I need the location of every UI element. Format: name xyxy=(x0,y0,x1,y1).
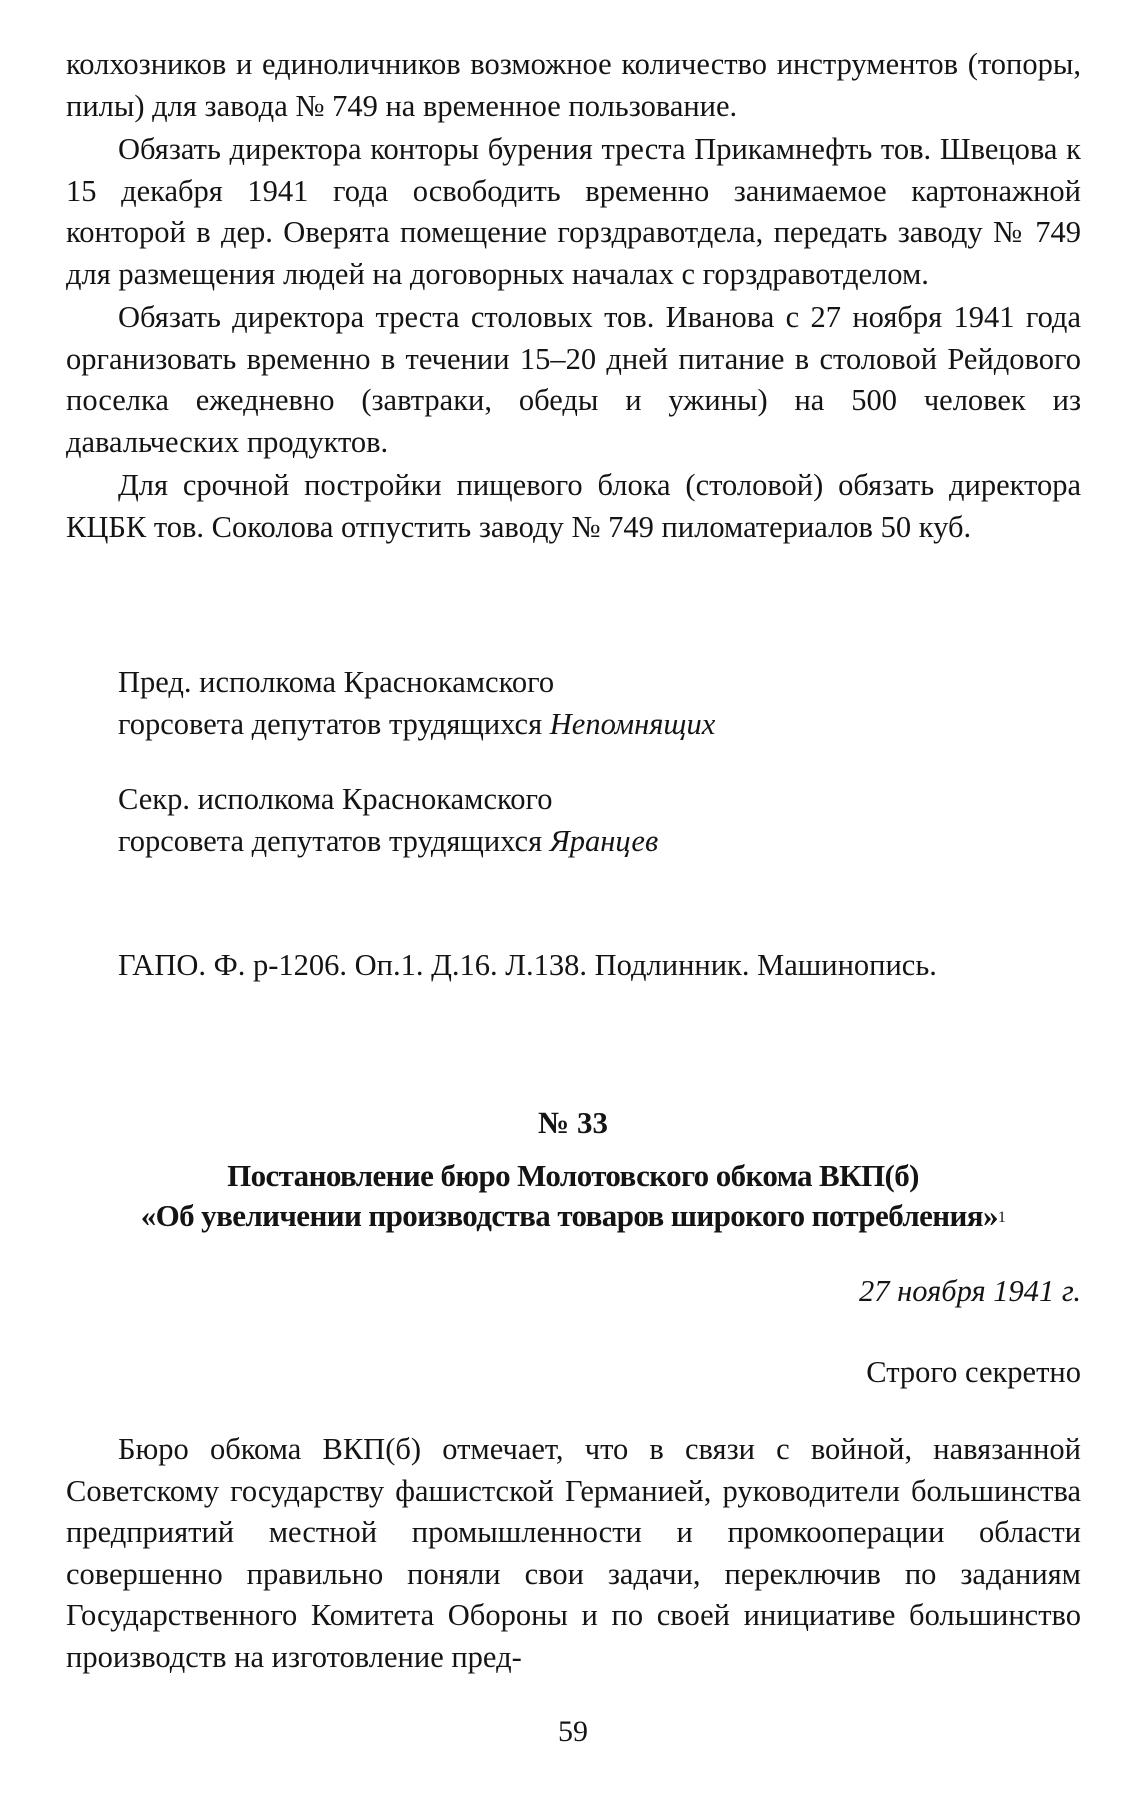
signatory-name: Непомнящих xyxy=(549,706,716,741)
signature-line: Секр. исполкома Краснокамского xyxy=(118,782,553,816)
document-date: 27 ноября 1941 г. xyxy=(858,1274,1081,1308)
page-number: 59 xyxy=(558,1715,588,1748)
archive-source: ГАПО. Ф. р-1206. Оп.1. Д.16. Л.138. Подлинник. Машинопись. xyxy=(118,948,937,982)
paragraph-sokolov: Для срочной постройки пищевого блока (столовой) обязать директора КЦБК тов. Соколова отпустить заводу № 749 пиломатериалов 50 куб. xyxy=(66,468,1081,544)
document-page xyxy=(66,30,1081,548)
signature-secretary xyxy=(118,779,658,862)
signature-line: Пред. исполкома Краснокамского xyxy=(118,665,555,699)
body-paragraph: Бюро обкома ВКП(б) отмечает, что в связи с войной, навязанной Советскому государству фашистской Германией, руководители большинства предприятий местной промышленности и промкооперации области совершенно правильно поняли свои задачи, переключив по заданиям Государственного Комитета Обороны и по своей инициативе большинство производств на изготовление пред- xyxy=(66,1432,1081,1674)
footnote-mark: 1 xyxy=(997,1209,1006,1226)
paragraph-ivanov: Обязать директора треста столовых тов. Иванова с 27 ноября 1941 года организовать временно в течении 15–20 дней питание в столовой Рейдового поселка ежедневно (завтраки, обеды и ужины) на 500 человек из давальческих продуктов. xyxy=(66,300,1081,459)
document-title xyxy=(0,1156,1146,1236)
signature-line: горсовета депутатов трудящихся Яранцев xyxy=(118,823,659,858)
paragraph-continued: колхозников и единоличников возможное количество инструментов (топоры, пилы) для завода № 749 на временное пользование. xyxy=(66,47,1081,123)
paragraph-shvetsov: Обязать директора конторы бурения треста Прикамнефть тов. Швецова к 15 декабря 1941 года освободить временно занимаемое картонажной конторой в дер. Оверята помещение горздравотдела, передать заводу № 749 для размещения людей на договорных началах с горздравотделом. xyxy=(66,132,1081,291)
title-line: «Об увеличении производства товаров широкого потребления»$^1$ xyxy=(140,1198,1006,1233)
signature-line: горсовета депутатов трудящихся Непомнящих xyxy=(118,706,716,741)
title-line: Постановление бюро Молотовского обкома ВКП(б) xyxy=(227,1158,919,1193)
document-number: № 33 xyxy=(538,1105,608,1140)
document-body xyxy=(66,1429,1081,1678)
classification-label: Строго секретно xyxy=(866,1355,1081,1389)
signature-chairman xyxy=(118,662,715,745)
signatory-name: Яранцев xyxy=(549,823,659,858)
